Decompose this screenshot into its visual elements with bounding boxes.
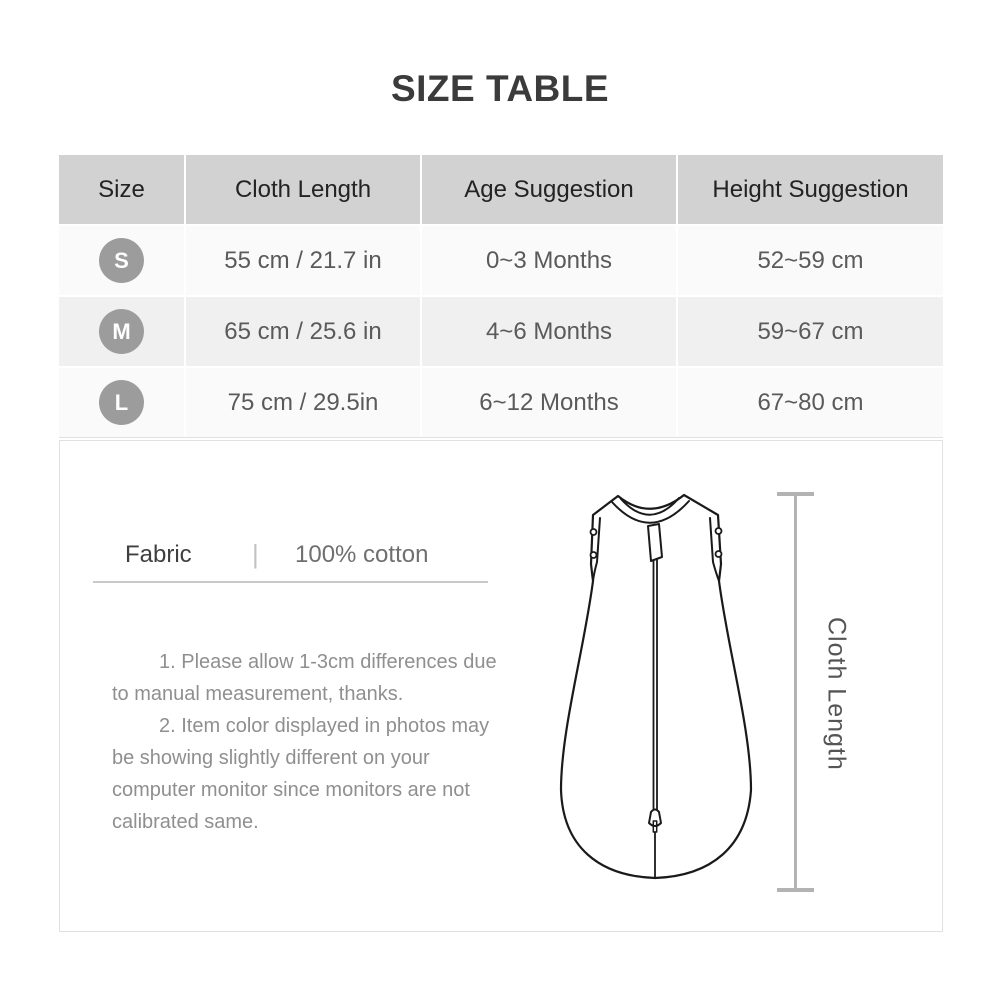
column-header-size: Size (59, 155, 184, 224)
sleeping-bag-diagram (544, 480, 774, 900)
cell-cloth-length-l: 75 cm / 29.5in (186, 368, 420, 437)
cell-cloth-length-s: 55 cm / 21.7 in (186, 226, 420, 295)
measurement-notes (112, 646, 552, 838)
measure-cap-bottom (777, 888, 814, 892)
cloth-length-label: Cloth Length (822, 617, 851, 771)
note-line: be showing slightly different on your (112, 747, 430, 769)
cell-age-s: 0~3 Months (422, 226, 676, 295)
cell-height-m: 59~67 cm (678, 297, 943, 366)
size-badge-m: M (99, 309, 144, 354)
fabric-label: Fabric (125, 541, 192, 568)
measure-line (794, 494, 797, 890)
page-title: SIZE TABLE (390, 68, 610, 109)
note-line: computer monitor since monitors are not (112, 779, 470, 801)
column-header-age-suggestion: Age Suggestion (422, 155, 676, 224)
note-line: to manual measurement, thanks. (112, 683, 404, 705)
size-table (59, 155, 943, 438)
table-row-l-size-cell (59, 368, 184, 437)
size-badge-s: S (99, 238, 144, 283)
cell-age-l: 6~12 Months (422, 368, 676, 437)
cell-height-s: 52~59 cm (678, 226, 943, 295)
table-row-s-size-cell (59, 226, 184, 295)
fabric-value: 100% cotton (295, 541, 429, 568)
column-header-height-suggestion: Height Suggestion (678, 155, 943, 224)
cell-age-m: 4~6 Months (422, 297, 676, 366)
note-line: calibrated same. (112, 811, 259, 833)
column-header-cloth-length: Cloth Length (186, 155, 420, 224)
cell-cloth-length-m: 65 cm / 25.6 in (186, 297, 420, 366)
note-line: 2. Item color displayed in photos may (159, 715, 490, 737)
table-row-m-size-cell (59, 297, 184, 366)
size-badge-l: L (99, 380, 144, 425)
note-line: 1. Please allow 1-3cm differences due (159, 651, 497, 673)
cell-height-l: 67~80 cm (678, 368, 943, 437)
fabric-divider-line (93, 581, 488, 583)
fabric-separator: | (252, 539, 259, 569)
